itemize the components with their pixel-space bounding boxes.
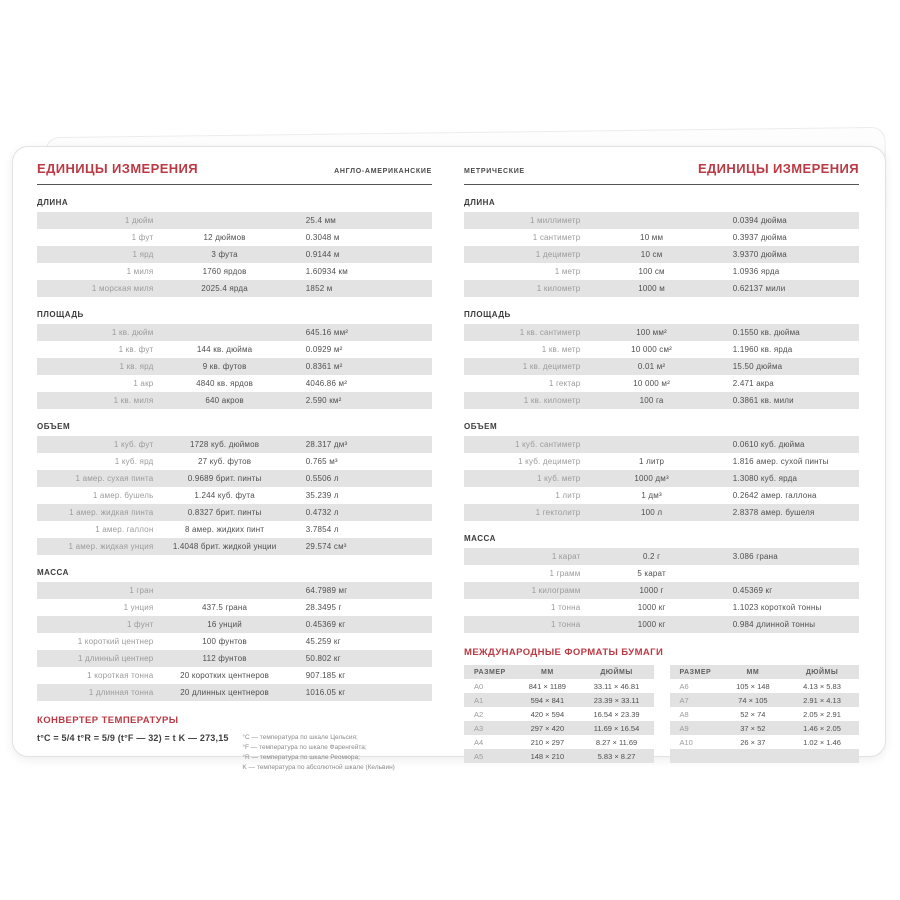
paper-size-label: A10 [679, 737, 693, 747]
table-row [464, 341, 859, 358]
paper-formats [464, 647, 859, 763]
paper-mm-value: 210 × 297 [530, 737, 565, 747]
converted-value: 1016.05 кг [305, 688, 346, 697]
table-row [37, 521, 432, 538]
equivalent-value: 100 га [639, 396, 664, 405]
converted-value: 0.765 м³ [305, 457, 338, 466]
equivalent-value: 0.01 м² [637, 362, 666, 371]
paper-size-label: A6 [679, 681, 689, 691]
measure-section [37, 568, 432, 701]
paper-table-row [670, 721, 860, 735]
unit-label: 1 морская миля [91, 284, 154, 293]
unit-label: 1 кв. ярд [119, 362, 154, 371]
measure-section [37, 310, 432, 409]
temperature-legend-line: °F — температура по шкале Фаренгейта; [242, 744, 367, 752]
unit-label: 1 длинная тонна [88, 688, 154, 697]
equivalent-value: 0.8327 брит. пинты [187, 508, 262, 517]
unit-label: 1 гектар [548, 379, 581, 388]
equivalent-value: 1760 ярдов [202, 267, 247, 276]
equivalent-value: 0.9689 брит. пинты [187, 474, 262, 483]
paper-column-header: ММ [541, 668, 554, 676]
equivalent-value: 20 длинных центнеров [180, 688, 269, 697]
paper-table-row [464, 749, 654, 763]
page-title: ЕДИНИЦЫ ИЗМЕРЕНИЯ [697, 161, 859, 176]
paper-table-row [670, 679, 860, 693]
unit-label: 1 амер. бушель [92, 491, 154, 500]
equivalent-value: 10 мм [640, 233, 664, 242]
table-row [37, 470, 432, 487]
unit-label: 1 кв. дюйм [111, 328, 154, 337]
paper-inch-value: 1.02 × 1.46 [803, 737, 841, 747]
unit-label: 1 ярд [132, 250, 154, 259]
section-heading: МАССА [464, 534, 496, 543]
paper-table-row [670, 735, 860, 749]
paper-column-header: ДЮЙМЫ [600, 668, 633, 676]
paper-size-label: A3 [474, 723, 484, 733]
paper-inch-value: 2.91 × 4.13 [803, 695, 841, 705]
converted-value: 0.0394 дюйма [732, 216, 787, 225]
table-row [37, 667, 432, 684]
paper-mm-value: 420 × 594 [530, 709, 565, 719]
equivalent-value: 1000 кг [637, 603, 666, 612]
table-row [464, 453, 859, 470]
left-page-header [37, 161, 432, 181]
paper-mm-value: 148 × 210 [530, 751, 565, 761]
table-row [37, 246, 432, 263]
table-row [464, 263, 859, 280]
right-measure-sections [464, 198, 859, 633]
unit-label: 1 амер. сухая пинта [75, 474, 154, 483]
temperature-formula: t°C = 5/4 t°R = 5/9 (t°F — 32) = t K — 273,15 [37, 733, 229, 743]
unit-label: 1 амер. жидкая унция [68, 542, 154, 551]
converted-value: 1.60934 км [305, 267, 348, 276]
equivalent-value: 10 000 м² [633, 379, 670, 388]
equivalent-value: 100 мм² [636, 328, 667, 337]
converted-value: 3.9370 дюйма [732, 250, 787, 259]
equivalent-value: 8 амер. жидких пинт [184, 525, 265, 534]
paper-table-row [464, 735, 654, 749]
header-rule [37, 184, 432, 185]
table-row [464, 280, 859, 297]
converted-value: 1.1023 короткой тонны [732, 603, 822, 612]
header-rule [464, 184, 859, 185]
equivalent-value: 112 фунтов [202, 654, 247, 663]
unit-label: 1 кв. километр [523, 396, 581, 405]
paper-inch-value: 1.46 × 2.05 [803, 723, 841, 733]
right-page-header [464, 161, 859, 181]
unit-label: 1 литр [555, 491, 581, 500]
converted-value: 45.259 кг [305, 637, 341, 646]
table-row [464, 548, 859, 565]
paper-column-header: ММ [746, 668, 760, 676]
converted-value: 1.0936 ярда [732, 267, 780, 276]
paper-table-header [464, 665, 654, 679]
table-row [464, 246, 859, 263]
unit-label: 1 кв. дециметр [522, 362, 581, 371]
paper-column-header: РАЗМЕР [474, 668, 506, 676]
converted-value: 2.471 акра [732, 379, 774, 388]
paper-mm-value: 74 × 105 [738, 695, 768, 705]
converted-value: 645.16 мм² [305, 328, 349, 337]
paper-mm-value: 37 × 52 [740, 723, 766, 733]
equivalent-value: 1 литр [639, 457, 665, 466]
paper-table-row [670, 693, 860, 707]
paper-table-row [464, 721, 654, 735]
section-heading: ОБЪЕМ [464, 422, 498, 431]
paper-inch-value: 16.54 × 23.39 [593, 709, 640, 719]
left-measure-sections [37, 198, 432, 701]
measure-section [37, 422, 432, 555]
temperature-content [37, 733, 432, 773]
unit-label: 1 гран [129, 586, 154, 595]
temperature-legend-line: °R — температура по шкале Реомюра; [242, 754, 360, 762]
equivalent-value: 144 кв. дюйма [196, 345, 253, 354]
paper-size-label: A2 [474, 709, 484, 719]
paper-size-label: A7 [679, 695, 689, 705]
unit-label: 1 тонна [551, 603, 581, 612]
section-heading: ДЛИНА [37, 198, 69, 207]
equivalent-value: 1.4048 брит. жидкой унции [172, 542, 277, 551]
paper-inch-value: 11.69 × 16.54 [593, 723, 640, 733]
temperature-legend [242, 733, 432, 773]
converted-value: 0.4732 л [305, 508, 339, 517]
measure-section [464, 310, 859, 409]
section-heading: МАССА [37, 568, 69, 577]
converted-value: 3.7854 л [305, 525, 339, 534]
unit-label: 1 фут [131, 233, 154, 242]
temperature-legend-line: K — температура по абсолютной шкале (Кельвин) [242, 764, 395, 772]
converted-value: 35.239 л [305, 491, 339, 500]
converted-value: 2.590 км² [305, 396, 342, 405]
converted-value: 0.3861 кв. мили [732, 396, 794, 405]
converted-value: 907.185 кг [305, 671, 346, 680]
equivalent-value: 4840 кв. ярдов [196, 379, 254, 388]
unit-label: 1 дециметр [535, 250, 581, 259]
section-heading: ДЛИНА [464, 198, 496, 207]
open-page [12, 146, 886, 772]
measure-section [37, 198, 432, 297]
temperature-converter [37, 715, 432, 773]
equivalent-value: 0.2 г [642, 552, 661, 561]
unit-label: 1 килограмм [531, 586, 581, 595]
converted-value: 0.0929 м² [305, 345, 343, 354]
unit-label: 1 амер. жидкая пинта [69, 508, 154, 517]
unit-label: 1 миля [126, 267, 154, 276]
equivalent-value: 27 куб. футов [198, 457, 252, 466]
paper-inch-value: 5.83 × 8.27 [597, 751, 636, 761]
unit-label: 1 гектолитр [535, 508, 581, 517]
paper-column-header: РАЗМЕР [679, 668, 712, 676]
paper-inch-value: 4.13 × 5.83 [803, 681, 841, 691]
equivalent-value: 5 карат [637, 569, 666, 578]
table-row [464, 229, 859, 246]
table-row [464, 616, 859, 633]
unit-label: 1 куб. дециметр [518, 457, 581, 466]
converted-value: 1.816 амер. сухой пинты [732, 457, 829, 466]
temperature-heading: КОНВЕРТЕР ТЕМПЕРАТУРЫ [37, 715, 179, 726]
paper-formats-heading: МЕЖДУНАРОДНЫЕ ФОРМАТЫ БУМАГИ [464, 647, 664, 658]
table-row [37, 341, 432, 358]
page-subtitle: МЕТРИЧЕСКИЕ [464, 168, 525, 175]
paper-size-label: A0 [474, 681, 484, 691]
table-row [37, 280, 432, 297]
table-row [37, 616, 432, 633]
left-page [37, 161, 432, 772]
equivalent-value: 16 унций [207, 620, 242, 629]
unit-label: 1 карат [551, 552, 581, 561]
page-subtitle: АНГЛО-АМЕРИКАНСКИЕ [334, 168, 432, 175]
equivalent-value: 9 кв. футов [202, 362, 247, 371]
paper-inch-value: 23.39 × 33.11 [593, 695, 640, 705]
paper-table-row [670, 707, 860, 721]
unit-label: 1 сантиметр [532, 233, 581, 242]
table-row [37, 487, 432, 504]
converted-value: 0.8361 м² [305, 362, 343, 371]
table-row [37, 375, 432, 392]
equivalent-value: 1728 куб. дюймов [189, 440, 260, 449]
unit-label: 1 километр [536, 284, 581, 293]
paper-table-row [464, 679, 654, 693]
paper-mm-value: 26 × 37 [740, 737, 766, 747]
unit-label: 1 куб. фут [113, 440, 154, 449]
table-row [37, 650, 432, 667]
equivalent-value: 1000 г [639, 586, 664, 595]
table-row [37, 212, 432, 229]
paper-inch-value: 33.11 × 46.81 [593, 681, 640, 691]
paper-table-a0-a5 [464, 665, 654, 763]
converted-value: 0.45369 кг [305, 620, 346, 629]
equivalent-value: 100 см [638, 267, 665, 276]
table-row [464, 470, 859, 487]
table-row [37, 453, 432, 470]
table-row [464, 504, 859, 521]
section-heading: ПЛОЩАДЬ [464, 310, 511, 319]
converted-value: 3.086 грана [732, 552, 778, 561]
unit-label: 1 кв. фут [118, 345, 154, 354]
paper-mm-value: 841 × 1189 [528, 681, 566, 691]
converted-value: 0.3048 м [305, 233, 340, 242]
paper-column-header: ДЮЙМЫ [805, 668, 839, 676]
table-row [464, 582, 859, 599]
table-row [37, 324, 432, 341]
table-row [464, 358, 859, 375]
table-row [37, 599, 432, 616]
table-row [37, 229, 432, 246]
paper-mm-value: 594 × 841 [530, 695, 565, 705]
equivalent-value: 12 дюймов [203, 233, 246, 242]
equivalent-value: 2025.4 ярда [201, 284, 248, 293]
converted-value: 1852 м [305, 284, 333, 293]
table-row [37, 504, 432, 521]
unit-label: 1 унция [123, 603, 154, 612]
table-row [464, 212, 859, 229]
converted-value: 50.802 кг [305, 654, 341, 663]
table-row [37, 392, 432, 409]
paper-size-label: A1 [474, 695, 484, 705]
equivalent-value: 3 фута [211, 250, 238, 259]
converted-value: 64.7989 мг [305, 586, 348, 595]
equivalent-value: 1.244 куб. фута [194, 491, 255, 500]
converted-value: 15.50 дюйма [732, 362, 783, 371]
converted-value: 29.574 см³ [305, 542, 347, 551]
converted-value: 0.45369 кг [732, 586, 773, 595]
paper-table-row [464, 707, 654, 721]
measure-section [464, 534, 859, 633]
paper-table-a6-a10 [670, 665, 860, 763]
table-row [37, 263, 432, 280]
paper-mm-value: 297 × 420 [530, 723, 565, 733]
paper-mm-value: 105 × 148 [736, 681, 770, 691]
paper-size-label: A5 [474, 751, 484, 761]
equivalent-value: 1000 дм³ [634, 474, 669, 483]
table-row [37, 582, 432, 599]
unit-label: 1 кв. миля [113, 396, 154, 405]
unit-label: 1 дюйм [124, 216, 154, 225]
table-row [464, 487, 859, 504]
unit-label: 1 грамм [549, 569, 581, 578]
paper-mm-value: 52 × 74 [740, 709, 766, 719]
table-row [37, 538, 432, 555]
table-row [464, 392, 859, 409]
unit-label: 1 миллиметр [529, 216, 581, 225]
converted-value: 4046.86 м² [305, 379, 348, 388]
table-row [464, 375, 859, 392]
equivalent-value: 1000 кг [637, 620, 666, 629]
unit-label: 1 амер. галлон [95, 525, 154, 534]
section-heading: ОБЪЕМ [37, 422, 71, 431]
equivalent-value: 10 000 см² [631, 345, 673, 354]
converted-value: 28.317 дм³ [305, 440, 348, 449]
measure-section [464, 198, 859, 297]
page-title: ЕДИНИЦЫ ИЗМЕРЕНИЯ [37, 161, 199, 176]
converted-value: 28.3495 г [305, 603, 342, 612]
converted-value: 0.5506 л [305, 474, 339, 483]
table-row [464, 324, 859, 341]
converted-value: 0.9144 м [305, 250, 340, 259]
table-row [464, 436, 859, 453]
unit-label: 1 куб. ярд [114, 457, 154, 466]
unit-label: 1 фунт [126, 620, 154, 629]
unit-label: 1 куб. сантиметр [515, 440, 581, 449]
equivalent-value: 100 л [640, 508, 663, 517]
temperature-legend-line: °C — температура по шкале Цельсия; [242, 734, 358, 741]
measure-section [464, 422, 859, 521]
converted-value: 0.0610 куб. дюйма [732, 440, 805, 449]
unit-label: 1 короткая тонна [87, 671, 154, 680]
table-row [37, 358, 432, 375]
paper-size-label: A4 [474, 737, 484, 747]
converted-value: 1.3080 куб. ярда [732, 474, 798, 483]
table-row [464, 565, 859, 582]
paper-table-row [670, 749, 860, 763]
paper-inch-value: 2.05 × 2.91 [803, 709, 841, 719]
section-heading: ПЛОЩАДЬ [37, 310, 84, 319]
unit-label: 1 длинный центнер [77, 654, 154, 663]
equivalent-value: 437.5 грана [202, 603, 248, 612]
unit-label: 1 тонна [551, 620, 581, 629]
table-row [37, 633, 432, 650]
unit-label: 1 куб. метр [537, 474, 581, 483]
unit-label: 1 акр [133, 379, 154, 388]
equivalent-value: 100 фунтов [202, 637, 247, 646]
paper-size-label: A9 [679, 723, 689, 733]
paper-inch-value: 8.27 × 11.69 [595, 737, 638, 747]
equivalent-value: 1 дм³ [641, 491, 662, 500]
converted-value: 1.1960 кв. ярда [732, 345, 793, 354]
table-row [37, 436, 432, 453]
equivalent-value: 20 коротких центнеров [180, 671, 270, 680]
equivalent-value: 640 акров [205, 396, 244, 405]
paper-size-label: A8 [679, 709, 689, 719]
paper-table-header [670, 665, 860, 679]
equivalent-value: 1000 м [638, 284, 665, 293]
converted-value: 0.3937 дюйма [732, 233, 787, 242]
unit-label: 1 кв. метр [541, 345, 581, 354]
converted-value: 25.4 мм [305, 216, 336, 225]
table-row [464, 599, 859, 616]
converted-value: 0.984 длинной тонны [732, 620, 816, 629]
paper-formats-tables [464, 665, 859, 763]
converted-value: 0.62137 мили [732, 284, 786, 293]
equivalent-value: 10 см [640, 250, 663, 259]
converted-value: 2.8378 амер. бушеля [732, 508, 815, 517]
converted-value: 0.2642 амер. галлона [732, 491, 817, 500]
right-page [464, 161, 859, 761]
unit-label: 1 короткий центнер [77, 637, 154, 646]
unit-label: 1 метр [554, 267, 581, 276]
table-row [37, 684, 432, 701]
paper-table-row [464, 693, 654, 707]
unit-label: 1 кв. сантиметр [519, 328, 581, 337]
converted-value: 0.1550 кв. дюйма [732, 328, 800, 337]
